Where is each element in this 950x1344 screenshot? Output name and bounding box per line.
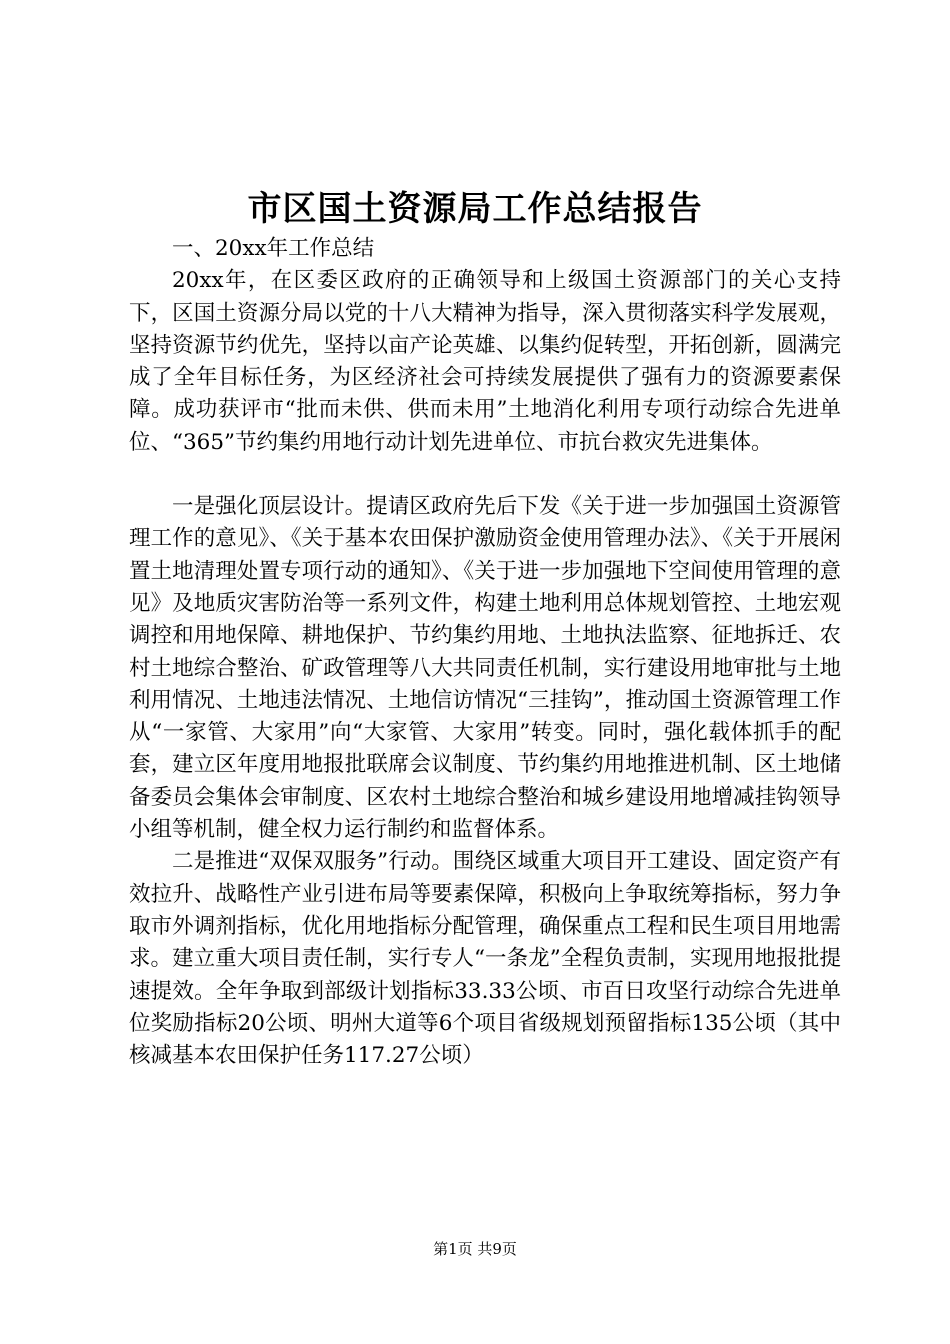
document-title: 市区国土资源局工作总结报告 [247, 189, 703, 229]
paragraph-summary: 20xx年，在区委区政府的正确领导和上级国土资源部门的关心支持下，区国土资源分局以党的十八大精神为指导，深入贯彻落实科学发展观，坚持资源节约优先，坚持以亩产论英雄、以集约促转型，开拓创新，圆满完成了全年目标任务，为区经济社会可持续发展提供了强有力的资源要素保障。成功获评市“批而未供、供而未用”土地消化利用专项行动综合先进单位、“365”节约集约用地行动计划先进单位、市抗台救灾先进集体。 [129, 268, 841, 455]
page-number-footer: 第1页 共9页 [433, 1240, 517, 1258]
section-heading: 一、20xx年工作总结 [172, 236, 375, 261]
document-body [129, 233, 841, 1072]
paragraph-double-guarantee: 二是推进“双保双服务”行动。围绕区域重大项目开工建设、固定资产有效拉升、战略性产业引进布局等要素保障，积极向上争取统筹指标，努力争取市外调剂指标，优化用地指标分配管理，确保重点工程和民生项目用地需求。建立重大项目责任制，实行专人“一条龙”全程负责制，实现用地报批提速提效。全年争取到部级计划指标33.33公顷、市百日攻坚行动综合先进单位奖励指标20公顷、明州大道等6个项目省级规划预留指标135公顷（其中核减基本农田保护任务117.27公顷） [129, 849, 841, 1069]
paragraph-top-level-design: 一是强化顶层设计。提请区政府先后下发《关于进一步加强国土资源管理工作的意见》、《关于基本农田保护激励资金使用管理办法》、《关于开展闲置土地清理处置专项行动的通知》、《关于进一步加强地下空间使用管理的意见》及地质灾害防治等一系列文件，构建土地利用总体规划管控、土地宏观调控和用地保障、耕地保护、节约集约用地、土地执法监察、征地拆迁、农村土地综合整治、矿政管理等八大共同责任机制，实行建设用地审批与土地利用情况、土地违法情况、土地信访情况“三挂钩”，推动国土资源管理工作从“一家管、大家用”向“大家管、大家用”转变。同时，强化载体抓手的配套，建立区年度用地报批联席会议制度、节约集约用地推进机制、区土地储备委员会集体会审制度、区农村土地综合整治和城乡建设用地增减挂钩领导小组等机制，健全权力运行制约和监督体系。 [129, 494, 841, 843]
